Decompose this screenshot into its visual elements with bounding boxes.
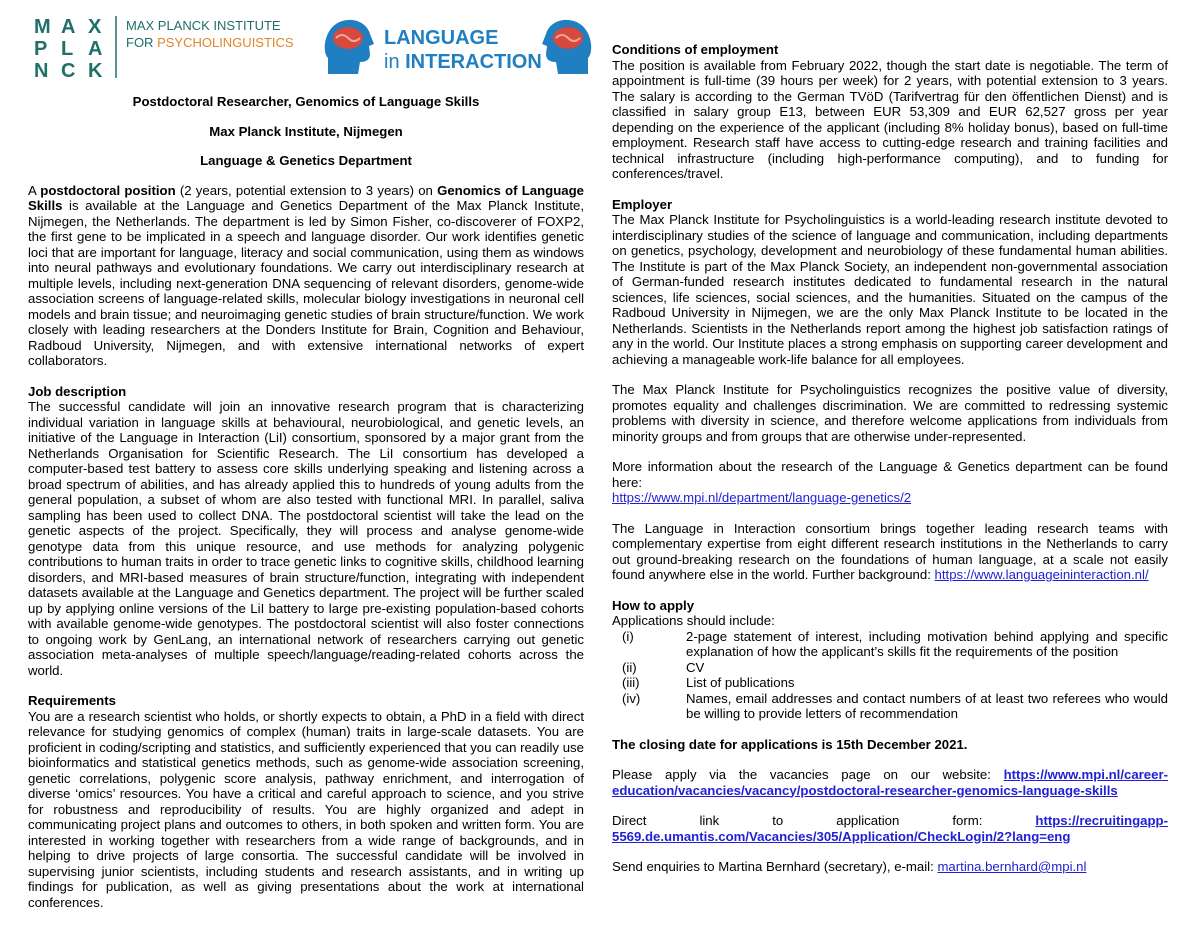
lii-logo (322, 14, 594, 80)
mpi-letter: M (34, 16, 53, 38)
mpi-letter: X (88, 16, 104, 38)
how-to-apply-section (612, 598, 1168, 722)
employer-section (612, 197, 1168, 368)
head-left-icon (325, 20, 374, 74)
list-item: (iii) List of publications (622, 675, 795, 690)
mpi-letter: K (88, 60, 105, 80)
requirements-heading: Requirements (28, 693, 116, 708)
conditions-text: The position is available from February 2022, though the start date is negotiable. The term of appointment is full-time (39 hours per week) for 2 years, with potential extension to 3 years. The salary is according to the German TVöD (Tarifvertrag für den öffentlichen Dienst) and is classified in salary group E13, between EUR 53,309 and EUR 62,527 gross per year depending on the experience of the applicant (including 8% holiday bonus), based on full-time employment. Research staff have access to cutting-edge research and training facilities and technical infrastructure (including high-performance computing), and to funding for conferences/travel. (612, 57, 1168, 181)
requirements-section (28, 693, 584, 910)
lii-website-link[interactable]: https://www.languageininteraction.nl/ (934, 567, 1149, 582)
mpi-letter: P (34, 38, 50, 60)
how-to-apply-intro: Applications should include: (612, 613, 775, 628)
mpi-name-line1: MAX PLANCK INSTITUTE (126, 18, 281, 33)
department-link[interactable]: https://www.mpi.nl/department/language-genetics/2 (612, 490, 912, 505)
list-item: (iv) Names, email addresses and contact numbers of at least two referees who would be willing to provide letters of recommendation (622, 690, 1168, 721)
mpi-letter: N (34, 60, 51, 80)
mpi-letter: A (61, 16, 78, 38)
application-requirements-list (612, 629, 1168, 722)
diversity-paragraph: The Max Planck Institute for Psycholinguistics recognizes the positive value of diversity, promotes equality and challenges discrimination. We are committed to redressing systemic problems with diversity in science, and therefore welcome applications from individuals from minority groups and from groups that are otherwise under-represented. (612, 382, 1168, 444)
mpi-letter: A (88, 38, 105, 60)
application-form-link[interactable]: https://recruitingapp-5569.de.umantis.com/Vacancies/305/Application/CheckLogin/2?lang=eng (612, 813, 1168, 844)
how-to-apply-heading: How to apply (612, 597, 695, 613)
employer-heading: Employer (612, 196, 673, 212)
head-right-icon (542, 20, 591, 74)
job-description-text: The successful candidate will join an innovative research program that is characterizing individual variation in language skills at behavioural, neurobiological, and genetic levels, an initiative of the Language in Interaction (LiI) consortium, sponsored by a major grant from the Netherlands Organisation for Scientific Research. The LiI consortium has developed a computer-based test battery to assess core skills underlying speaking and listening across a broad spectrum of abilities, and has already applied this to hundreds of young adults from the general population, a subset of whom are also tested with functional MRI. In parallel, saliva sampling has been used to collect DNA. The postdoctoral scientist will take the lead on the genetic aspects of the project. Specifically, they will process and analyse genome-wide genotype data from this unique resource, and use methods for analyzing polygenic contributions to human traits in order to trace genetic links to cognitive skills, childhood learning disorders, and MRI-based measures of brain structure/function, integrating with independent datasets available at the Language and Genetics department. The project will be further scaled up by applying online versions of the LiI battery to large pre-existing population-based cohorts with available genome-wide genotypes. The postdoctoral scientist will also foster connections to ongoing work by GenLang, an international network of researchers carrying out genetic association meta-analyses of multiple speech/language/reading-related cohorts across the world. (28, 399, 584, 678)
mpi-name-line2: FOR PSYCHOLINGUISTICS (126, 35, 294, 50)
conditions-heading: Conditions of employment (612, 42, 779, 57)
more-info-paragraph: More information about the research of the Language & Genetics department can be found here: https://www.mpi.nl/department/language-genetics/2 (612, 459, 1168, 505)
job-title: Postdoctoral Researcher, Genomics of Language Skills (132, 94, 480, 109)
conditions-section (612, 42, 1168, 182)
lii-consortium-paragraph: The Language in Interaction consortium brings together leading research teams with complementary expertise from eight different research institutions in the Netherlands to carry out ground-breaking research on the foundations of human language, at a scale not easily found anywhere else in the world. Further background: https://www.languageininteraction.nl/ (612, 520, 1168, 582)
mpi-logo (32, 14, 294, 80)
vacancy-page-link[interactable]: https://www.mpi.nl/career-education/vacancies/vacancy/postdoctoral-researcher-genomics-language-skills (612, 767, 1168, 798)
left-column (28, 94, 584, 925)
list-item: (i) 2-page statement of interest, including motivation behind applying and specific explanation of how the applicant’s skills fit the requirements of the position (622, 628, 1168, 659)
enquiries-paragraph: Send enquiries to Martina Bernhard (secretary), e-mail: martina.bernhard@mpi.nl (612, 859, 1087, 874)
department-name: Language & Genetics Department (200, 153, 412, 168)
email-link[interactable]: martina.bernhard@mpi.nl (937, 859, 1087, 874)
mpi-letter: C (61, 60, 78, 80)
institute-name: Max Planck Institute, Nijmegen (209, 123, 403, 139)
intro-paragraph: A postdoctoral position (2 years, potential extension to 3 years) on Genomics of Language Skills is available at the Language and Genetics Department of the Max Planck Institute, Nijmegen, the Netherlands. The department is led by Simon Fisher, co-discoverer of FOXP2, the first gene to be implicated in a speech and language disorder. Our work identifies genetic loci that are important for language, literacy and social communication, using them as windows into neural pathways and evolutionary foundations. We carry out interdisciplinary research at multiple levels, including next-generation DNA sequencing of relevant disorders, genome-wide association screens of language-related skills, molecular biology investigations in neuronal cell models and brain tissue; and neuroimaging genetic studies of brain structure/function. We work closely with leading researchers at the Donders Institute for Brain, Cognition and Behaviour, Radboud University, Nijmegen, and with extensive international networks of expert collaborators. (28, 182, 584, 368)
lii-line2: in INTERACTION (384, 51, 542, 73)
job-description-section (28, 384, 584, 679)
direct-link-paragraph: Direct link to application form: https://recruitingapp-5569.de.umantis.com/Vacancies/305/Application/CheckLogin/2?lang=eng (612, 813, 1168, 844)
right-column (612, 42, 1168, 890)
list-item: (ii) CV (622, 659, 705, 675)
mpi-letter: L (61, 38, 76, 60)
closing-date: The closing date for applications is 15th December 2021. (612, 736, 968, 752)
requirements-text: You are a research scientist who holds, or shortly expects to obtain, a PhD in a field with direct relevance for studying genomics of complex (human) traits in large-scale datasets. You are proficient in coding/scripting and statistics, and sufficiently experienced that you can readily use bioinformatics and statistical genetics methods, such as genome-wide association screening, genetic correlations, polygenic score analysis, pathway enrichment, and interrogation of diverse ‘omics’ resources. You have a critical and careful approach to science, and you strive for robustness and reproducibility of results. You are highly organized and adept in communicating project plans and outcomes to others, in both spoken and written form. You are interested in working together with researchers from a wide range of backgrounds, and in helping to drive projects of large consortia. The successful candidate will be involved in supervising junior scientists, including students and research assistants, and in writing up findings for publication, as well as giving presentations about the work at international conferences. (28, 708, 584, 910)
apply-via-paragraph: Please apply via the vacancies page on our website: https://www.mpi.nl/career-education/vacancies/vacancy/postdoctoral-researcher-genomics-language-skills (612, 767, 1168, 798)
job-description-heading: Job description (28, 383, 127, 399)
lii-line1: LANGUAGE (384, 27, 499, 49)
employer-text: The Max Planck Institute for Psycholinguistics is a world-leading research institute devoted to interdisciplinary studies of the science of language and communication, including departments on genetics, psychology, development and neurobiology of these fundamental human abilities. The Institute is part of the Max Planck Society, an independent non-governmental association of German-funded research institutes dedicated to fundamental research in the natural sciences, life sciences, social sciences, and the humanities. Situated on the campus of the Radboud University in Nijmegen, we are the only Max Planck Institute to be located in the Netherlands. Scientists in the Netherlands report among the highest job satisfaction ratings of any in the world. Our Institute places a strong emphasis on supporting career development and achieving a manageable work-life balance for all employees. (612, 212, 1168, 367)
